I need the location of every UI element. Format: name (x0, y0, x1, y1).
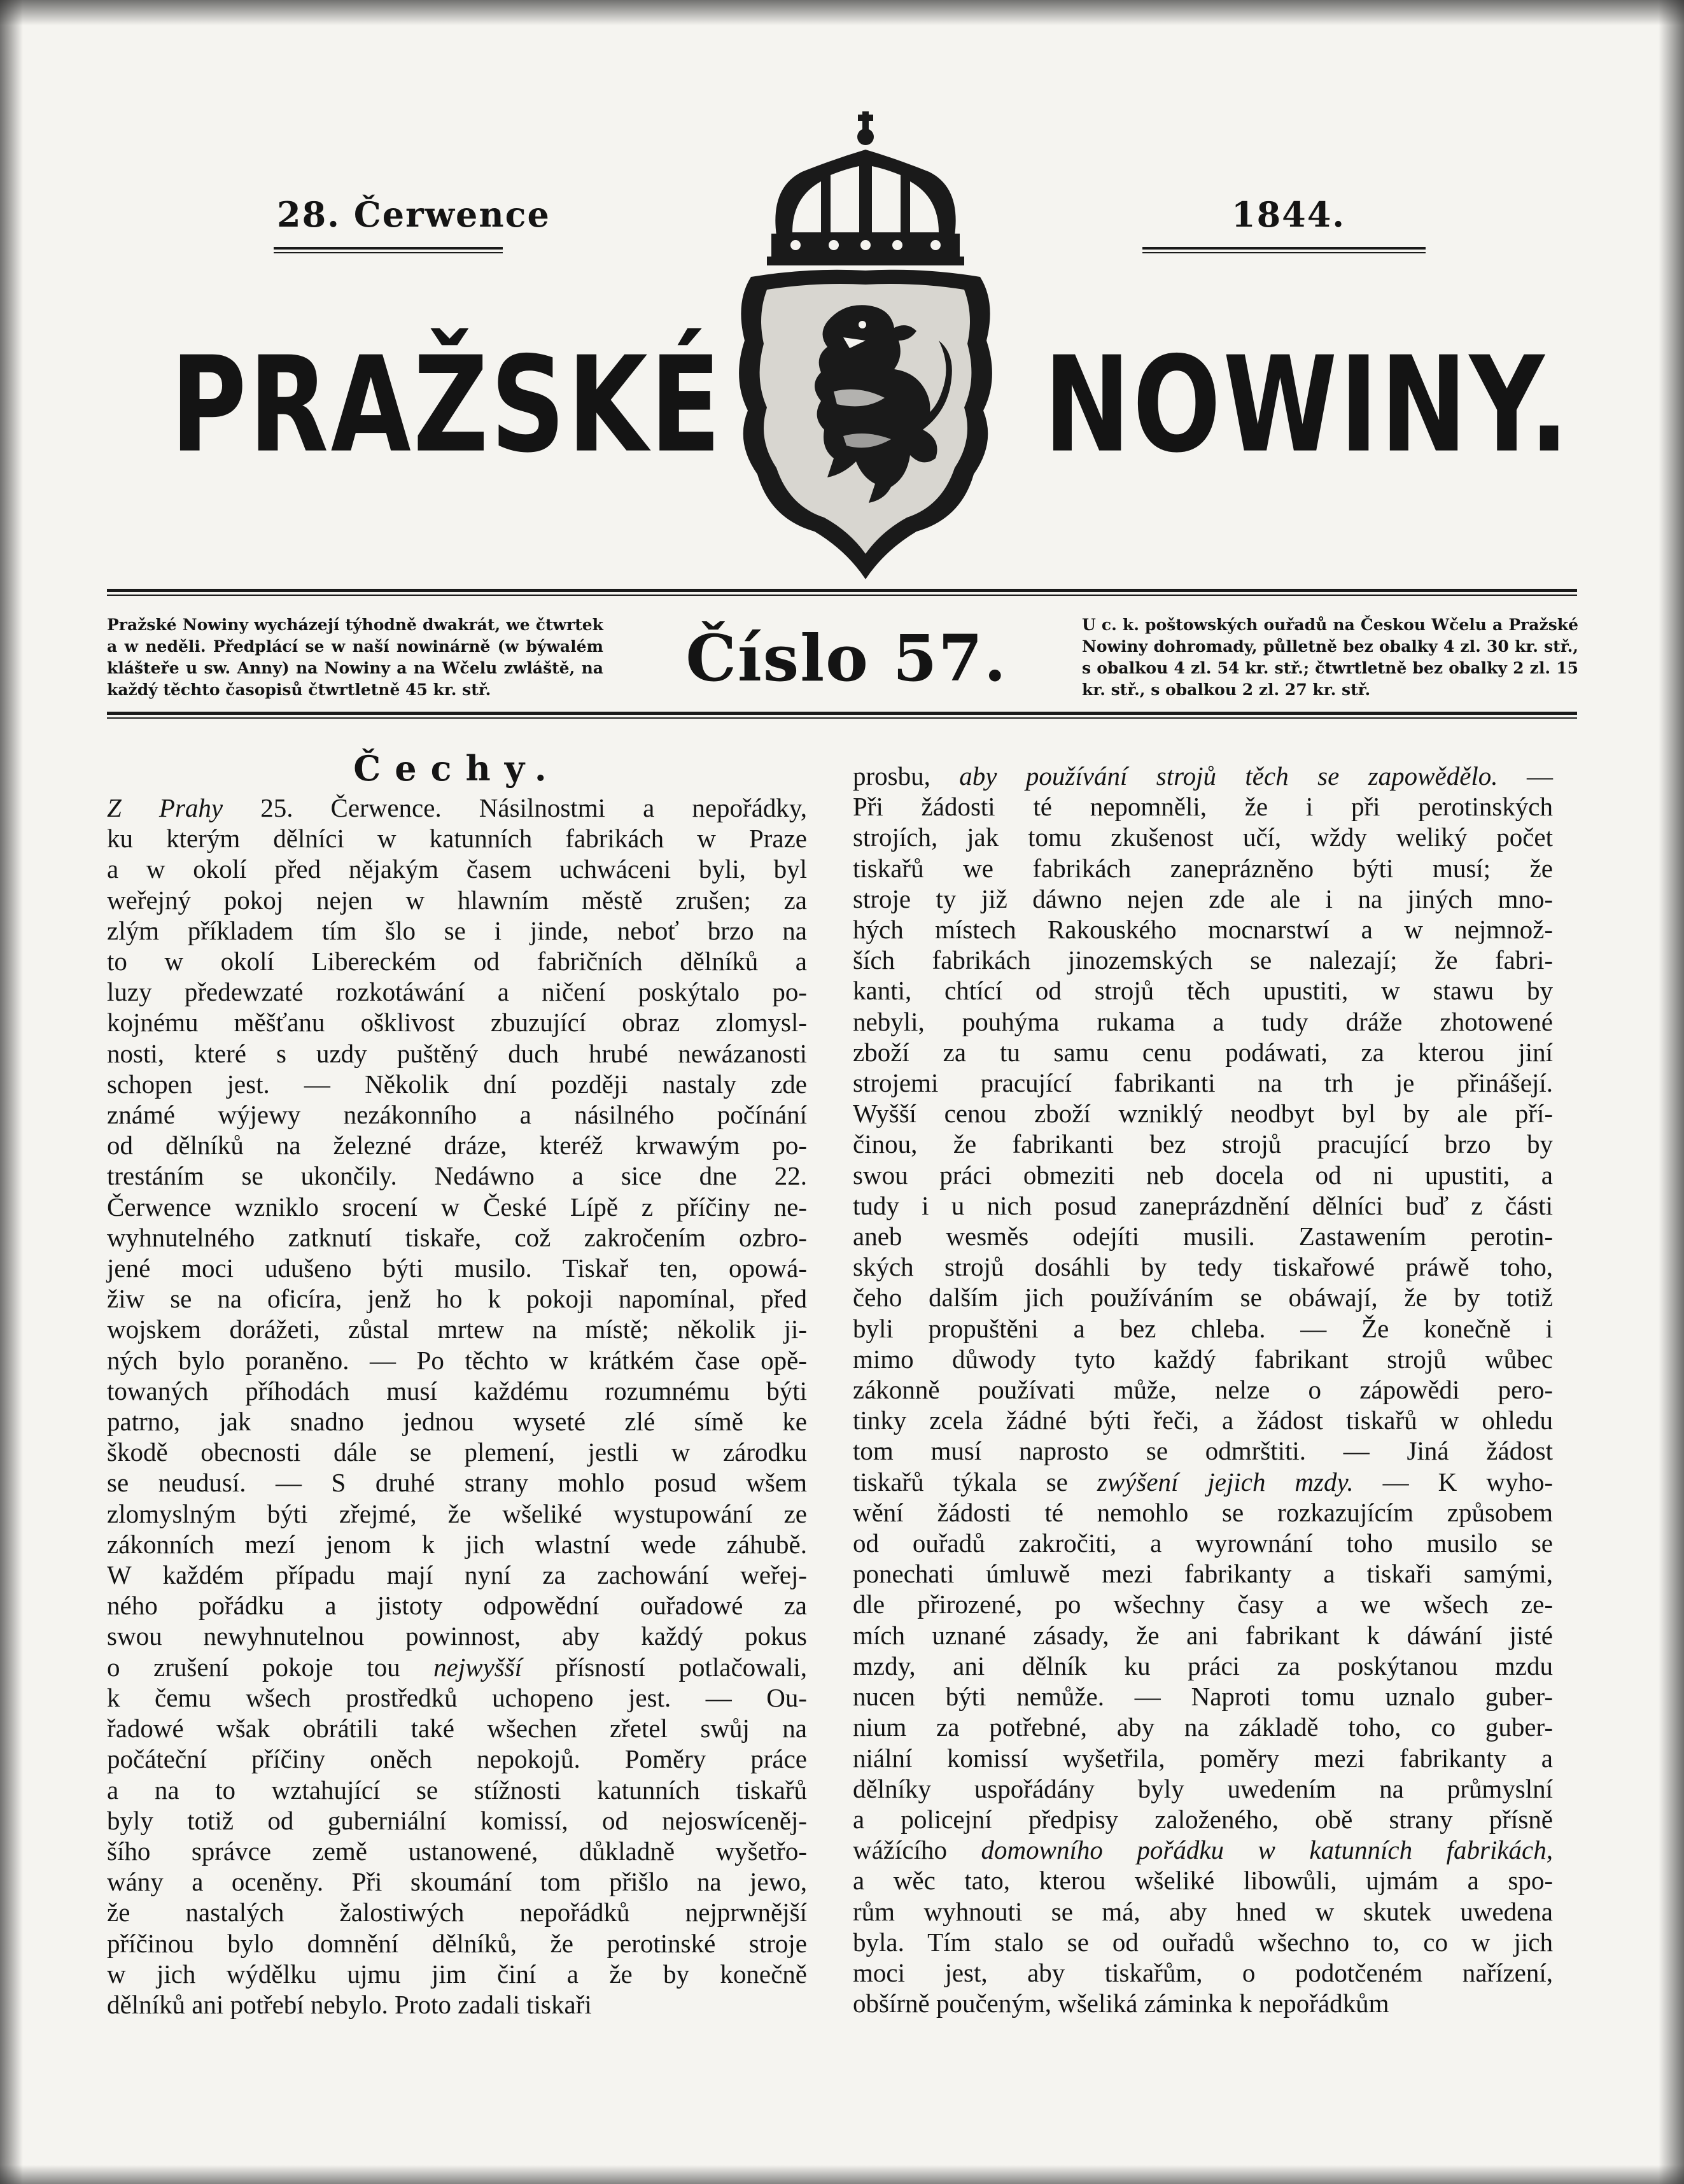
article-line: schopen jest. — Několik dní později nastaly zde (107, 1069, 807, 1099)
article-line: Wyšší cenou zboží wzniklý neodbyt byl by ale pří- (853, 1099, 1553, 1129)
article-line: a policejní předpisy založeného, obě strany přísně (853, 1804, 1553, 1834)
article-line: to w okolí Libereckém od fabričních dělníků a (107, 947, 807, 976)
article-line: Při žádosti té nepomněli, že i při perotinských (853, 792, 1553, 822)
article-line: niální komissí wyšetřila, poměry mezi fabrikanty a (853, 1743, 1553, 1773)
article-line: wážícího domowního pořádku w katunních fabrikách, (853, 1835, 1553, 1865)
article-line: k čemu wšech prostředků uchopeno jest. — Ou- (107, 1682, 807, 1712)
masthead-year: 1844. (1231, 194, 1346, 235)
article-line: wyhnutelného zatknutí tiskaře, což zakročením ozbro- (107, 1222, 807, 1252)
article-line: nebyli, pouhýma rukama a tudy dráže zhotowené (853, 1006, 1553, 1036)
article-line: a wěc tato, kterou wšeliké libowůli, ujmám a spo- (853, 1866, 1553, 1896)
article-line: byly totiž od guberniální komissí, od nejoswíceněj- (107, 1805, 807, 1835)
article-line: W každém případu mají nyní za zachowání weřej- (107, 1560, 807, 1590)
date-rule-right-thin (1142, 252, 1426, 253)
article-line: tinky zcela žádné býti řeči, a žádost tiskařů w ohledu (853, 1406, 1553, 1435)
article-line: dle přirozené, po wšechny časy a we wšech ze- (853, 1589, 1553, 1619)
article-line: nosti, které s uzdy puštěný duch hrubé newázanosti (107, 1038, 807, 1068)
article-line: Čerwence wzniklo srocení w České Lípě z příčiny ne- (107, 1192, 807, 1222)
article-line: ku kterým dělníci w katunních fabrikách w Praze (107, 824, 807, 854)
article-line: trestáním se ukončily. Nedáwno a sice dne 22. (107, 1161, 807, 1191)
article-line: swou newyhnutelnou powinnost, aby každý pokus (107, 1621, 807, 1651)
article-line: stroje ty již dáwno nejen zde ale i na jiných mno- (853, 884, 1553, 913)
scan-edge-top (0, 0, 1684, 25)
article-line: kojnému měšťanu ošklivost zbuzující obraz zlomysl- (107, 1008, 807, 1038)
article-line: Z Prahy 25. Čerwence. Násilnostmi a nepořádky, (107, 793, 807, 822)
article-line: ších fabrikách jinozemských se nalezají; že fabri- (853, 945, 1553, 975)
article-line: ských strojů dosáhli by tedy tiskařowé práwě toho, (853, 1252, 1553, 1282)
article-line: w jich wýdělku ujmu jim činí a že by konečně (107, 1959, 807, 1989)
article-line: že nastalých žalostiwých nepořádků nejprwnější (107, 1898, 807, 1927)
article-line: zboží za tu samu cenu podáwati, za kterou jiní (853, 1037, 1553, 1067)
article-line: moci jest, aby tiskařům, o podotčeném nařízení, (853, 1957, 1553, 1987)
section-heading: Čechy. (353, 748, 561, 789)
band-rule-bottom-thin (107, 717, 1577, 719)
article-line: počáteční příčiny oněch nepokojů. Poměry práce (107, 1744, 807, 1774)
article-line: nium za potřebné, aby na základě toho, co guber- (853, 1712, 1553, 1742)
scan-edge-bottom (0, 2165, 1684, 2184)
scan-edge-left (0, 0, 23, 2184)
band-rule-top (107, 589, 1577, 592)
article-line: od dělníků na železné dráze, kteréž krwawým po- (107, 1131, 807, 1160)
band-rule-top-thin (107, 595, 1577, 596)
article-line: ných bylo poraněno. — Po těchto w krátkém čase opě- (107, 1345, 807, 1375)
article-line: o zrušení pokoje tou nejwyšší přísností potlačowali, (107, 1652, 807, 1682)
article-line: ného pořádku a jistoty odpowědní ouřadowé za (107, 1591, 807, 1621)
article-line: zákonních mezí jenom k jich wlastní wede záhubě. (107, 1529, 807, 1559)
article-line: swou práci obmeziti neb docela od ni upustiti, a (853, 1160, 1553, 1190)
article-line: kanti, chtící od strojů těch upustiti, w stawu by (853, 976, 1553, 1006)
article-line: zlomyslným býti zřejmé, že wšeliké wystupowání ze (107, 1498, 807, 1528)
article-line: wění žádosti té nemohlo se rozkazujícím způsobem (853, 1497, 1553, 1527)
article-line: mimo důwody tyto každý fabrikant strojů wůbec (853, 1344, 1553, 1374)
article-line: příčinou bylo domnění dělníků, že perotinské stroje (107, 1928, 807, 1958)
article-line: luzy předewzaté rozkotáwání a ničení poskýtalo po- (107, 977, 807, 1007)
band-rule-bottom (107, 712, 1577, 715)
date-rule-right (1142, 247, 1426, 250)
article-line: tom musí naprosto se odmrštiti. — Jiná žádost (853, 1436, 1553, 1466)
lion-crest-icon (732, 111, 999, 579)
article-line: šího správce země ustanowené, důkladně wyšetřo- (107, 1836, 807, 1866)
subscription-info: Pražské Nowiny wycházejí týhodně dwakrát, we čtwrtek a w neděli. Předplácí se w naší nowinárně (w býwalém klášteře u sw. Anny) na Nowiny a na Wčelu zwláště, na každý těchto časopisů čtwrtletně 45 kr. stř. (107, 616, 603, 699)
article-line: jené moci udušeno býti musilo. Tiskař ten, opowá- (107, 1253, 807, 1283)
article-line: tudy i u nich posud zaneprázdnění dělníci buď z části (853, 1190, 1553, 1220)
article-line: řadowé wšak obrátili také wšechen zřetel swůj na (107, 1714, 807, 1744)
article-line: strojích, jak tomu zkušenost učí, wždy weliký počet (853, 822, 1553, 852)
article-line: žiw se na oficíra, jenž ho k pokoji napomínal, před (107, 1284, 807, 1314)
article-line: se neudusí. — S druhé strany mohlo posud wšem (107, 1468, 807, 1498)
date-rule-left (274, 247, 503, 250)
article-line: činou, že fabrikanti bez strojů pracující brzo by (853, 1129, 1553, 1159)
article-line: patrno, jak snadno jednou wyseté zlé símě ke (107, 1407, 807, 1437)
article-line: weřejný pokoj nejen w hlawním městě zrušen; za (107, 885, 807, 915)
article-line: hých místech Rakouského mocnarstwí a w nejmnož- (853, 915, 1553, 945)
article-line: strojemi pracující fabrikanti na trh je přinášejí. (853, 1068, 1553, 1098)
masthead-date: 28. Čerwence (277, 194, 551, 235)
article-line: dělníků ani potřebí nebylo. Proto zadali tiskaři (107, 1989, 592, 2019)
article-line: byli propuštěni a bez chleba. — Že konečně i (853, 1313, 1553, 1343)
article-column-left (107, 793, 807, 2020)
article-line: ponechati úmluwě mezi fabrikanty a tiskaři samými, (853, 1559, 1553, 1589)
article-line: a na to wztahující se stížnosti katunních tiskařů (107, 1775, 807, 1805)
article-line: obšírně poučeným, wšeliká záminka k nepořádkům (853, 1989, 1389, 2018)
article-line: prosbu, aby používání strojů těch se zapowědělo. — (853, 761, 1553, 791)
article-column-right (853, 761, 1553, 2018)
article-line: tiskařů we fabrikách zaneprázněno býti musí; že (853, 853, 1553, 883)
article-line: známé wýjewy nezákonního a násilného počínání (107, 1100, 807, 1130)
article-line: zlým příkladem tím šlo se i jinde, neboť brzo na (107, 915, 807, 945)
postal-subscription-info: U c. k. poštowských ouřadů na Českou Wčelu a Pražské Nowiny dohromady, půlletně bez obalky 4 zl. 30 kr. stř., s obalkou 4 zl. 54 kr. stř.; čtwrtletně bez obalky 2 zl. 15 kr. stř., s obalkou 2 zl. 27 kr. stř. (1082, 616, 1578, 699)
article-line: dělníky uspořádány byly uwedením na průmyslní (853, 1773, 1553, 1803)
masthead-title-left: PRAŽSKÉ (171, 328, 723, 482)
article-line: nucen býti nemůže. — Naproti tomu uznalo guber- (853, 1682, 1553, 1712)
article-line: aneb wesměs odejíti musili. Zastawením perotin- (853, 1222, 1553, 1251)
date-rule-left-thin (274, 252, 503, 253)
article-line: byla. Tím stalo se od ouřadů wšechno to, co w jich (853, 1927, 1553, 1957)
masthead-title-right: NOWINY. (1044, 328, 1571, 482)
article-line: towaných příhodách musí každému rozumnému býti (107, 1376, 807, 1406)
article-line: wány a oceněny. Při skoumání tom přišlo na jewo, (107, 1867, 807, 1897)
article-line: wojskem dorážeti, zůstal mrtew na místě; několik ji- (107, 1314, 807, 1344)
article-line: zákonně používati může, nelze o zápowědi pero- (853, 1375, 1553, 1405)
article-line: rům wyhnouti se má, aby hned w skutek uwedena (853, 1896, 1553, 1926)
scan-edge-right (1659, 0, 1684, 2184)
article-line: čeho dalším jich používáním se obáwají, že by totiž (853, 1283, 1553, 1313)
article-line: škodě obecnosti dále se plemení, jestli w zárodku (107, 1437, 807, 1467)
article-line: a w okolí před nějakým časem uchwáceni byli, byl (107, 854, 807, 884)
article-line: od ouřadů zakročiti, a wyrownání toho musilo se (853, 1528, 1553, 1558)
article-line: mích uznané zásady, že ani fabrikant k dáwání jisté (853, 1620, 1553, 1650)
issue-number: Číslo 57. (685, 621, 1007, 696)
article-line: mzdy, ani dělník ku práci za poskýtanou mzdu (853, 1651, 1553, 1680)
article-line: tiskařů týkala se zwýšení jejich mzdy. — K wyho- (853, 1467, 1553, 1497)
